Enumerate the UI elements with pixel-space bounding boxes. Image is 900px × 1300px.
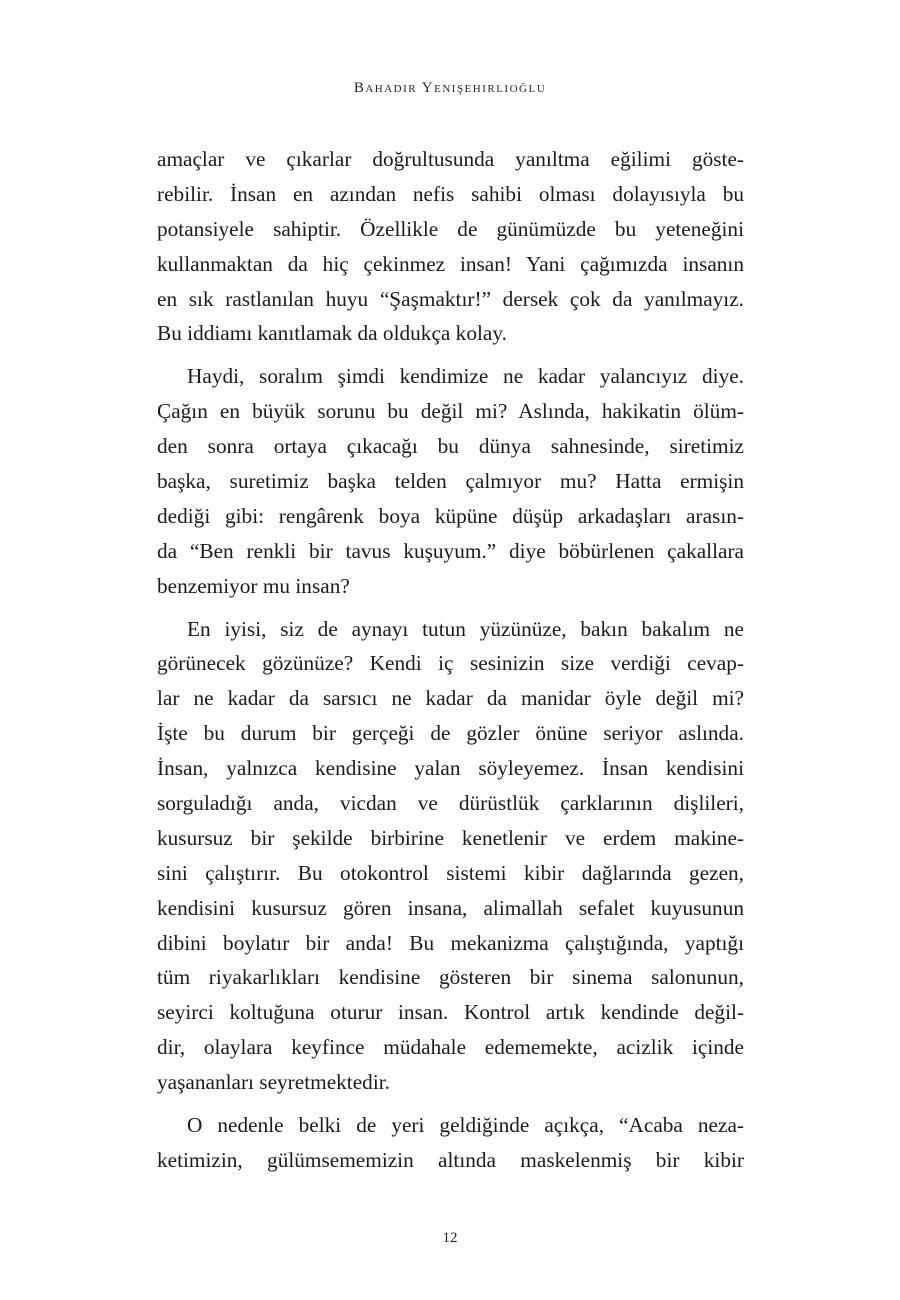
text-line: görünecek gözünüze? Kendi iç sesinizin size verdiği cevap- [157,651,744,676]
text-line: sorguladığı anda, vicdan ve dürüstlük çarklarının dişlileri, [157,791,744,816]
paragraph [157,142,744,351]
text-line: sini çalıştırır. Bu otokontrol sistemi kibir dağlarında gezen, [157,860,744,885]
text-line: başka, suretimiz başka telden çalmıyor mu? Hatta ermişin [157,469,744,494]
text-line: dir, olaylara keyfince müdahale edememekte, acizlik içinde [157,1035,744,1060]
text-line: seyirci koltuğuna oturur insan. Kontrol artık kendinde değil- [157,1000,744,1025]
text-line: En iyisi, siz de aynayı tutun yüzünüze, bakın bakalım ne [187,616,744,641]
text-line: kendisini kusursuz gören insana, alimallah sefalet kuyusunun [157,895,744,920]
text-line: en sık rastlanılan huyu “Şaşmaktır!” dersek çok da yanılmayız. [157,286,744,311]
text-line: yaşananları seyretmektedir. [157,1070,390,1095]
paragraph [157,1108,744,1178]
text-line: kusursuz bir şekilde birbirine kenetlenir ve erdem makine- [157,825,744,850]
text-line: dibini boylatır bir anda! Bu mekanizma çalıştığında, yaptığı [157,930,744,955]
text-line: benzemiyor mu insan? [157,573,350,598]
text-line: rebilir. İnsan en azından nefis sahibi olması dolayısıyla bu [157,181,744,206]
text-line: İşte bu durum bir gerçeği de gözler önüne seriyor aslında. [157,721,744,746]
text-line: da “Ben renkli bir tavus kuşuyum.” diye böbürlenen çakallara [157,538,744,563]
text-line: Çağın en büyük sorunu bu değil mi? Aslında, hakikatin ölüm- [157,399,744,424]
paragraph [157,359,744,603]
body-text [157,142,744,1178]
running-header: Bahadır Yenişehirlioğlu [353,80,547,96]
paragraph [157,612,744,1100]
text-line: amaçlar ve çıkarlar doğrultusunda yanıltma eğilimi göste- [157,147,744,171]
text-line: potansiyele sahiptir. Özellikle de günümüzde bu yeteneğini [157,216,744,241]
text-line: lar ne kadar da sarsıcı ne kadar da manidar öyle değil mi? [157,686,744,711]
text-line: Bu iddiamı kanıtlamak da oldukça kolay. [157,321,507,346]
text-line: tüm riyakarlıkları kendisine gösteren bir sinema salonunun, [157,965,744,990]
page-number: 12 [442,1230,458,1246]
text-line: den sonra ortaya çıkacağı bu dünya sahnesinde, siretimiz [157,434,744,459]
text-line: ketimizin, gülümsememizin altında maskelenmiş bir kibir [157,1147,744,1172]
text-line: Haydi, soralım şimdi kendimize ne kadar yalancıyız diye. [187,364,744,389]
text-line: O nedenle belki de yeri geldiğinde açıkça, “Acaba neza- [187,1113,744,1138]
text-line: İnsan, yalnızca kendisine yalan söyleyemez. İnsan kendisini [157,756,744,781]
text-line: dediği gibi: rengârenk boya küpüne düşüp arkadaşları arasın- [157,503,744,528]
text-line: kullanmaktan da hiç çekinmez insan! Yani çağımızda insanın [157,251,744,276]
